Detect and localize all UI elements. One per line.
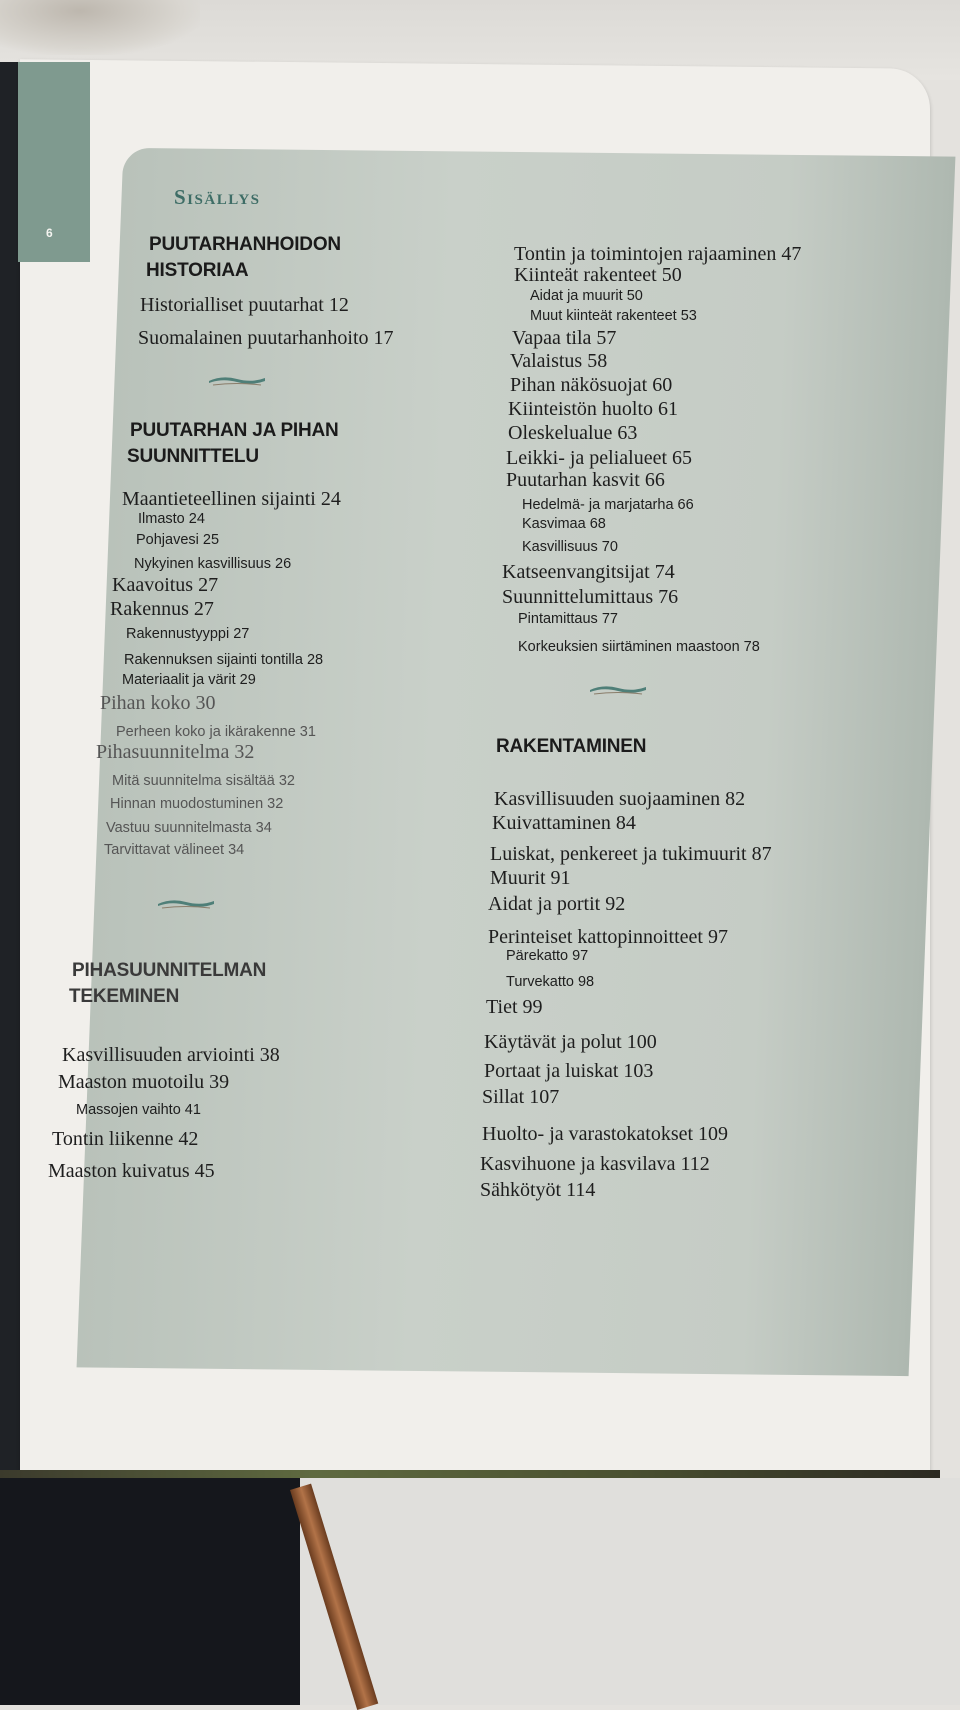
section-heading-line: TEKEMINEN [69, 986, 180, 1007]
toc-entry: Huolto- ja varastokatokset 109 [482, 1123, 729, 1145]
section-heading-line: HISTORIAA [146, 260, 249, 281]
toc-subentry: Ilmasto 24 [138, 511, 205, 527]
toc-subentry: Vastuu suunnitelmasta 34 [106, 820, 272, 836]
toc-entry: Aidat ja portit 92 [488, 893, 626, 915]
toc-entry: Kasvihuone ja kasvilava 112 [480, 1153, 710, 1175]
toc-subentry: Rakennustyyppi 27 [126, 626, 250, 642]
wave-ornament-icon [588, 683, 648, 697]
toc-subentry: Aidat ja muurit 50 [530, 288, 643, 304]
toc-subentry: Materiaalit ja värit 29 [122, 672, 256, 688]
toc-subentry: Pintamittaus 77 [518, 611, 618, 627]
section-heading-line: PUUTARHANHOIDON [149, 234, 341, 255]
section-heading [496, 734, 646, 760]
toc-subentry: Pärekatto 97 [506, 948, 589, 964]
toc-entry: Maaston kuivatus 45 [48, 1160, 215, 1182]
toc-entry: Rakennus 27 [110, 598, 214, 620]
toc-entry: Sähkötyöt 114 [480, 1179, 596, 1201]
toc-entry: Maaston muotoilu 39 [58, 1071, 230, 1093]
page-number: 6 [46, 226, 53, 240]
section-heading [146, 232, 341, 284]
table-surface [300, 1478, 960, 1705]
section-heading-line: PUUTARHAN JA PIHAN [130, 420, 339, 441]
toc-subentry: Tarvittavat välineet 34 [104, 842, 245, 858]
toc-entry: Tontin ja toimintojen rajaaminen 47 [514, 243, 802, 265]
toc-entry: Maantieteellinen sijainti 24 [122, 488, 341, 510]
section-heading [69, 958, 267, 1010]
toc-entry: Tiet 99 [486, 996, 543, 1018]
toc-entry: Katseenvangitsijat 74 [502, 561, 675, 583]
toc-entry: Muurit 91 [490, 867, 571, 889]
toc-subentry: Kasvillisuus 70 [522, 539, 618, 555]
toc-entry: Oleskelualue 63 [508, 422, 638, 444]
toc-entry: Portaat ja luiskat 103 [484, 1060, 654, 1082]
toc-entry: Sillat 107 [482, 1086, 560, 1108]
toc-entry: Luiskat, penkereet ja tukimuurit 87 [490, 843, 772, 865]
toc-entry: Puutarhan kasvit 66 [506, 469, 665, 491]
toc-subentry: Korkeuksien siirtäminen maastoon 78 [518, 639, 760, 655]
section-heading-line: PIHASUUNNITELMAN [72, 960, 267, 981]
toc-subentry: Hinnan muodostuminen 32 [110, 796, 284, 812]
toc-subentry: Nykyinen kasvillisuus 26 [134, 556, 292, 572]
toc-entry: Kasvillisuuden suojaaminen 82 [494, 788, 746, 810]
toc-entry: Kiinteät rakenteet 50 [514, 264, 682, 286]
toc-entry: Tontin liikenne 42 [52, 1128, 199, 1150]
toc-entry: Suunnittelumittaus 76 [502, 586, 679, 608]
page-tab [18, 62, 90, 262]
wave-ornament-icon [207, 374, 267, 388]
toc-entry: Pihan näkösuojat 60 [510, 374, 673, 396]
toc-entry: Perinteiset kattopinnoitteet 97 [488, 926, 728, 948]
toc-entry: Pihasuunnitelma 32 [96, 741, 255, 763]
toc-subentry: Massojen vaihto 41 [76, 1102, 201, 1118]
toc-subentry: Muut kiinteät rakenteet 53 [530, 308, 697, 324]
toc-entry: Käytävät ja polut 100 [484, 1031, 657, 1053]
toc-title: Sisällys [174, 185, 261, 209]
toc-subentry: Rakennuksen sijainti tontilla 28 [124, 652, 324, 668]
section-heading-line: RAKENTAMINEN [496, 736, 647, 757]
toc-entry: Kaavoitus 27 [112, 574, 219, 596]
section-heading [127, 418, 339, 470]
fur-rug [0, 0, 200, 55]
toc-subentry: Turvekatto 98 [506, 974, 595, 990]
toc-entry: Pihan koko 30 [100, 692, 216, 714]
toc-entry: Vapaa tila 57 [512, 327, 617, 349]
toc-subentry: Kasvimaa 68 [522, 516, 606, 532]
toc-entry: Suomalainen puutarhanhoito 17 [138, 327, 394, 349]
toc-entry: Kiinteistön huolto 61 [508, 398, 678, 420]
toc-entry: Kasvillisuuden arviointi 38 [62, 1044, 280, 1066]
toc-subentry: Hedelmä- ja marjatarha 66 [522, 497, 694, 513]
toc-subentry: Perheen koko ja ikärakenne 31 [116, 724, 316, 740]
section-heading-line: SUUNNITTELU [127, 446, 259, 467]
toc-entry: Kuivattaminen 84 [492, 812, 636, 834]
toc-subentry: Pohjavesi 25 [136, 532, 220, 548]
dark-surface [0, 1478, 300, 1705]
toc-entry: Leikki- ja pelialueet 65 [506, 447, 693, 469]
wave-ornament-icon [156, 897, 216, 911]
toc-subentry: Mitä suunnitelma sisältää 32 [112, 773, 295, 789]
toc-entry: Valaistus 58 [510, 350, 608, 372]
toc-entry: Historialliset puutarhat 12 [140, 294, 349, 316]
